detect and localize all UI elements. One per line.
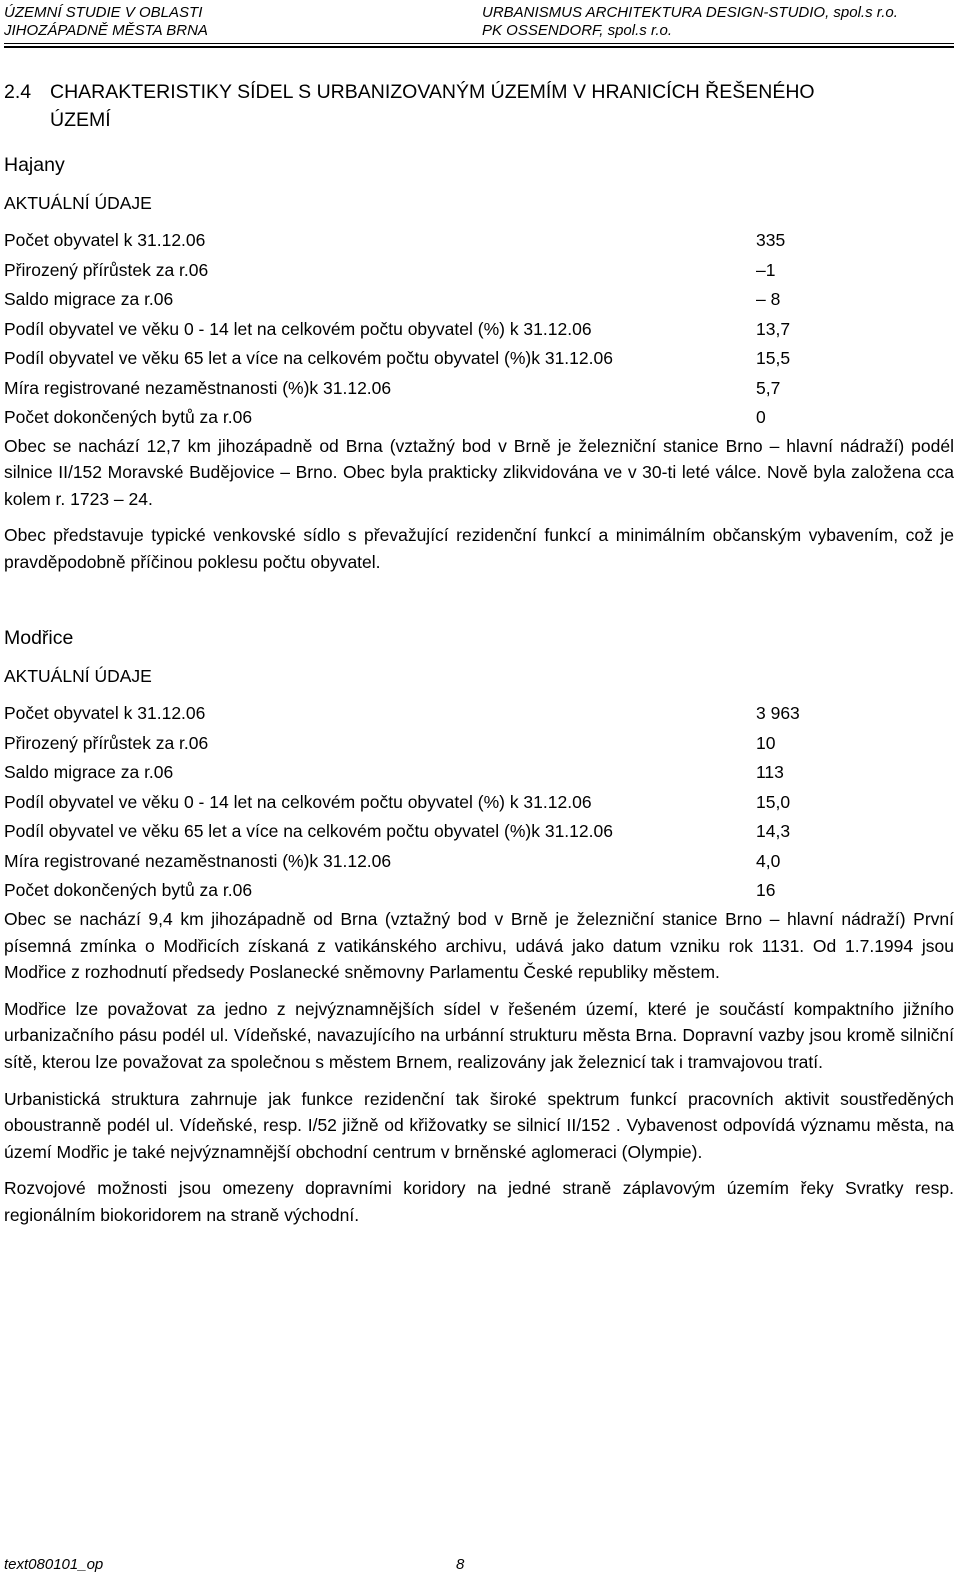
current-data-heading: AKTUÁLNÍ ÚDAJE bbox=[4, 193, 152, 213]
section-title-line2: ÚZEMÍ bbox=[50, 109, 111, 131]
stat-value: 16 bbox=[756, 880, 776, 901]
stats-table bbox=[4, 226, 954, 433]
header-rule bbox=[4, 43, 954, 44]
stat-row bbox=[4, 315, 954, 345]
stat-value: 14,3 bbox=[756, 821, 791, 842]
stat-value: 5,7 bbox=[756, 377, 781, 398]
stat-label: Podíl obyvatel ve věku 0 - 14 let na celkovém počtu obyvatel (%) k 31.12.06 bbox=[4, 791, 592, 812]
stat-row bbox=[4, 344, 954, 374]
section-title-line1: CHARAKTERISTIKY SÍDEL S URBANIZOVANÝM ÚZEMÍM V HRANICÍCH ŘEŠENÉHO bbox=[50, 81, 815, 103]
stat-value: 335 bbox=[756, 230, 786, 250]
stat-label: Počet dokončených bytů za r.06 bbox=[4, 880, 253, 901]
stat-label: Přirozený přírůstek za r.06 bbox=[4, 732, 209, 753]
header-right bbox=[482, 4, 898, 40]
stat-value: 113 bbox=[756, 762, 784, 783]
header-right-line2: PK OSSENDORF, spol.s r.o. bbox=[482, 22, 673, 39]
settlement-name: Hajany bbox=[4, 154, 65, 176]
paragraph: Obec se nachází 12,7 km jihozápadně od Brna (vztažný bod v Brně je železniční stanice Brno – hlavní nádraží) podél silnice II/152 Moravské Budějovice – Brno. Obec byla prakticky zlikvidována ve v 30-ti leté válce. Nově byla založena cca kolem r. 1723 – 24. bbox=[4, 435, 954, 509]
stat-label: Počet obyvatel k 31.12.06 bbox=[4, 703, 206, 724]
stat-row bbox=[4, 788, 954, 818]
settlement-modrice bbox=[4, 625, 954, 1228]
stat-value: 4,0 bbox=[756, 850, 781, 871]
header-left bbox=[4, 4, 208, 40]
stat-value: 15,0 bbox=[756, 791, 791, 812]
stat-row bbox=[4, 758, 954, 788]
stat-row bbox=[4, 847, 954, 877]
header-left-line2: JIHOZÁPADNĚ MĚSTA BRNA bbox=[4, 22, 208, 39]
paragraph: Urbanistická struktura zahrnuje jak funkce rezidenční tak široké spektrum funkcí pracovních aktivit soustředěných oboustranně podél ul. Vídeňské, resp. I/52 jižně od křižovatky se silnicí II/152 . Vybavenost odpovídá významu města, na území Modřic je také nejvýznamnější obchodní centrum v brněnské aglomeraci (Olympie). bbox=[4, 1088, 954, 1162]
stat-label: Podíl obyvatel ve věku 0 - 14 let na celkovém počtu obyvatel (%) k 31.12.06 bbox=[4, 318, 592, 339]
paragraph: Modřice lze považovat za jedno z nejvýznamnějších sídel v řešeném území, které je součástí kompaktního jižního urbanizačního pásu podél ul. Vídeňské, navazujícího na urbánní strukturu města Brna. Dopravní vazby jsou kromě silniční sítě, kterou lze považovat za společnou s městem Brnem, realizovány jak železnicí tak i tramvajovou tratí. bbox=[4, 998, 954, 1072]
stat-label: Saldo migrace za r.06 bbox=[4, 762, 174, 783]
stat-label: Přirozený přírůstek za r.06 bbox=[4, 259, 209, 280]
stat-label: Míra registrované nezaměstnanosti (%)k 31.12.06 bbox=[4, 850, 392, 871]
settlement-name: Modřice bbox=[4, 627, 74, 650]
stat-row bbox=[4, 256, 954, 286]
stat-value: 10 bbox=[756, 732, 776, 753]
paragraph: Rozvojové možnosti jsou omezeny dopravními koridory na jedné straně záplavovým územím řeky Svratky resp. regionálním biokoridorem na straně východní. bbox=[4, 1178, 954, 1225]
stat-row bbox=[4, 226, 954, 256]
current-data-heading: AKTUÁLNÍ ÚDAJE bbox=[4, 666, 152, 687]
section-number: 2.4 bbox=[4, 81, 32, 103]
stat-row bbox=[4, 876, 954, 906]
stat-value: 15,5 bbox=[756, 348, 791, 368]
stat-row bbox=[4, 374, 954, 404]
document-body bbox=[4, 78, 954, 1239]
header-rule-thick bbox=[4, 46, 954, 48]
stat-label: Počet dokončených bytů za r.06 bbox=[4, 407, 253, 427]
stat-value: 13,7 bbox=[756, 318, 791, 339]
stat-label: Saldo migrace za r.06 bbox=[4, 289, 174, 309]
page-number: 8 bbox=[456, 1556, 465, 1573]
header-left-line1: ÚZEMNÍ STUDIE V OBLASTI bbox=[4, 4, 203, 21]
stat-label: Podíl obyvatel ve věku 65 let a více na celkovém počtu obyvatel (%)k 31.12.06 bbox=[4, 821, 613, 842]
stat-value: – 8 bbox=[756, 289, 781, 309]
header-right-line1: URBANISMUS ARCHITEKTURA DESIGN-STUDIO, spol.s r.o. bbox=[482, 4, 898, 21]
stat-label: Počet obyvatel k 31.12.06 bbox=[4, 230, 206, 250]
stats-table bbox=[4, 699, 954, 906]
stat-value: 3 963 bbox=[756, 703, 800, 724]
stat-row bbox=[4, 817, 954, 847]
stat-row bbox=[4, 403, 954, 433]
section-title bbox=[4, 78, 954, 134]
stat-row bbox=[4, 285, 954, 315]
settlement-hajany bbox=[4, 152, 954, 575]
document-code: text080101_op bbox=[4, 1556, 104, 1573]
paragraph: Obec představuje typické venkovské sídlo s převažující rezidenční funkcí a minimálním občanským vybavením, což je pravděpodobně příčinou poklesu počtu obyvatel. bbox=[4, 525, 954, 572]
stat-label: Míra registrované nezaměstnanosti (%)k 31.12.06 bbox=[4, 377, 392, 398]
stat-value: –1 bbox=[756, 259, 776, 280]
stat-value: 0 bbox=[756, 407, 766, 427]
stat-row bbox=[4, 699, 954, 729]
stat-label: Podíl obyvatel ve věku 65 let a více na celkovém počtu obyvatel (%)k 31.12.06 bbox=[4, 348, 613, 368]
stat-row bbox=[4, 729, 954, 759]
paragraph: Obec se nachází 9,4 km jihozápadně od Brna (vztažný bod v Brně je železniční stanice Brno – hlavní nádraží) První písemná zmínka o Modřicích získaná z vatikánského archivu, udává jako datum vzniku rok 1131. Od 1.7.1994 jsou Modřice z rozhodnutí předsedy Poslanecké sněmovny Parlamentu České republiky městem. bbox=[4, 908, 954, 983]
